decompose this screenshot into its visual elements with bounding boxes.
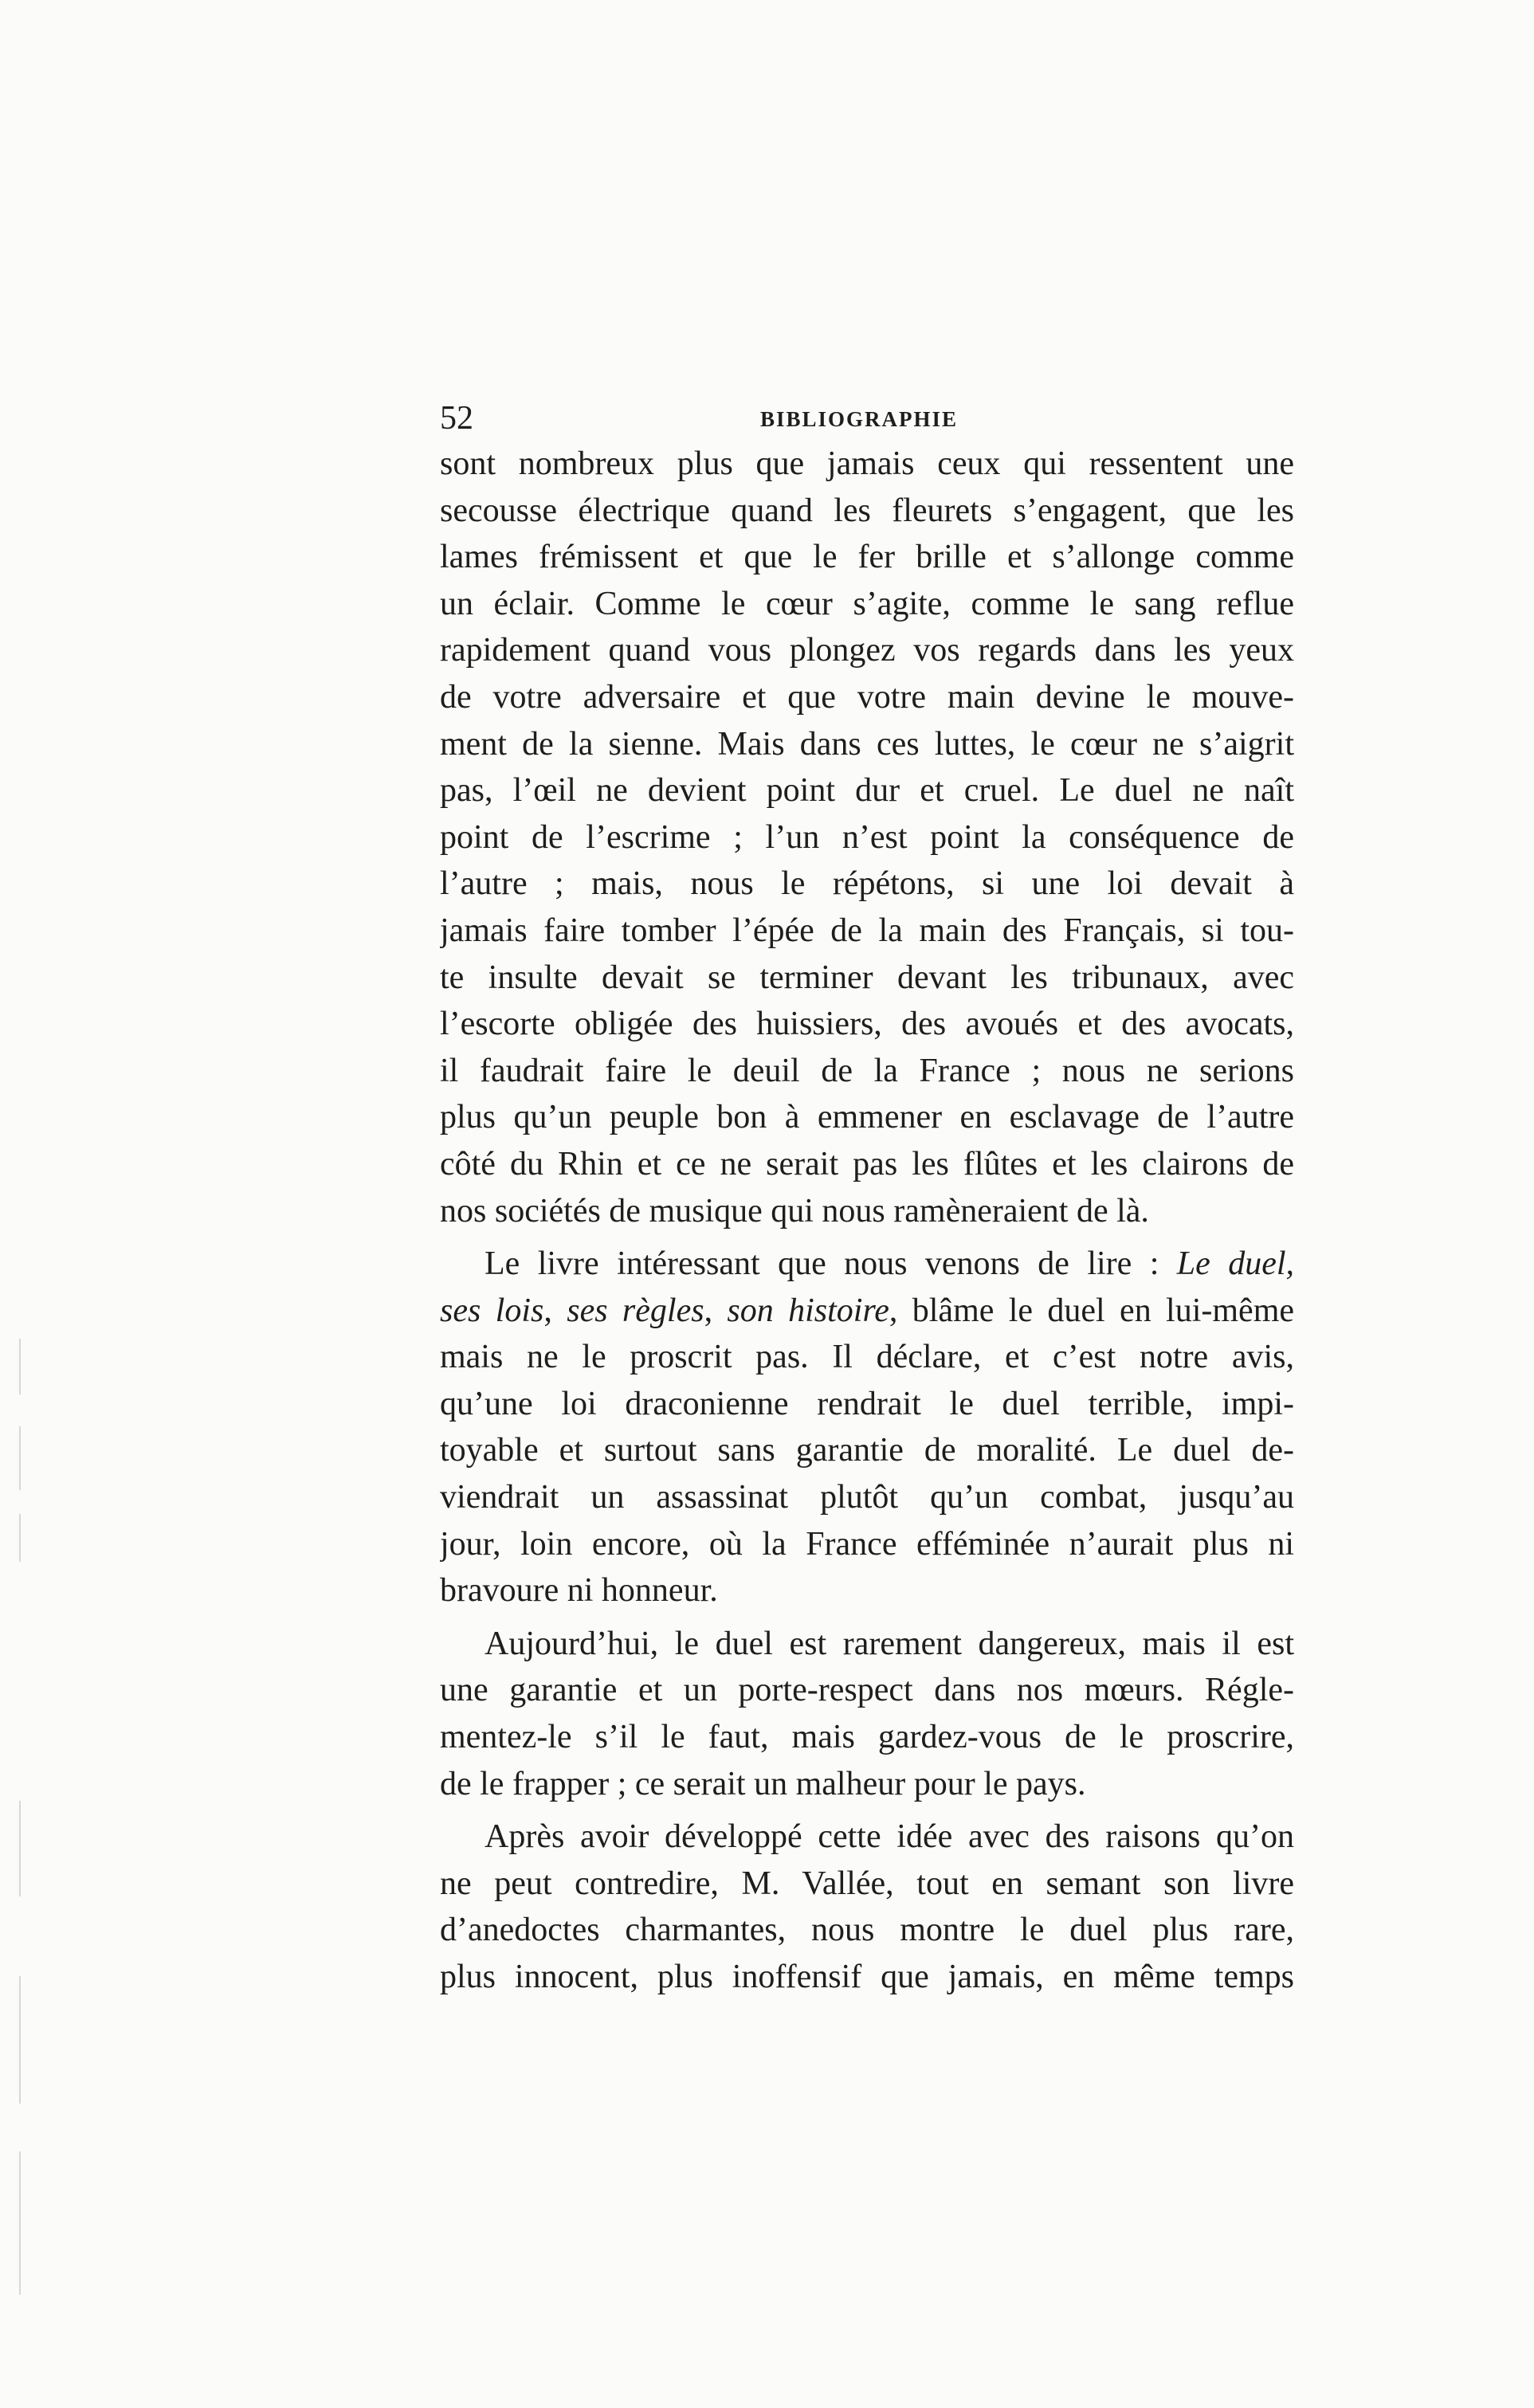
text-line: bravoure ni honneur. [440, 1572, 718, 1610]
text-line: pas, l’œil ne devient point dur et cruel. Le duel ne naît [440, 772, 1294, 810]
text-line: il faudrait faire le deuil de la France ; nous ne serions [440, 1052, 1294, 1089]
text-line: d’anedoctes charmantes, nous montre le duel plus rare, [440, 1912, 1294, 1949]
paragraph [440, 1621, 1294, 1807]
paragraph [440, 441, 1294, 1234]
scan-artifact [19, 2151, 21, 2295]
text-line: de votre adversaire et que votre main devine le mouve- [440, 678, 1294, 716]
text-line: mais ne le proscrit pas. Il déclare, et c’est notre avis, [440, 1339, 1294, 1376]
text-line: ses lois, ses règles, son histoire, blâme le duel en lui-même [440, 1292, 1294, 1329]
text-line: plus innocent, plus inoffensif que jamais, en même temps [440, 1959, 1294, 1995]
book-title: ses lois [440, 1292, 544, 1329]
text-line: point de l’escrime ; l’un n’est point la conséquence de [440, 818, 1294, 856]
text-line: Le livre intéressant que nous venons de lire : Le duel, [485, 1245, 1294, 1283]
text-line: qu’une loi draconienne rendrait le duel terrible, impi- [440, 1385, 1294, 1422]
text-line: Aujourd’hui, le duel est rarement dangereux, mais il est [485, 1625, 1294, 1662]
text-line: côté du Rhin et ce ne serait pas les flûtes et les clairons de [440, 1145, 1294, 1182]
book-title: son histoire [727, 1292, 889, 1329]
text-line: de le frapper ; ce serait un malheur pour le pays. [440, 1765, 1086, 1802]
paragraph [440, 1241, 1294, 1614]
book-title: Le duel, [1176, 1245, 1294, 1283]
text-line: sont nombreux plus que jamais ceux qui ressentent une [440, 445, 1294, 482]
text-line: ment de la sienne. Mais dans ces luttes, le cœur ne s’aigrit [440, 725, 1294, 763]
scan-artifact [19, 1976, 21, 2104]
text-line: viendrait un assassinat plutôt qu’un combat, jusqu’au [440, 1479, 1294, 1516]
text-line: te insulte devait se terminer devant les tribunaux, avec [440, 959, 1294, 996]
text-line: un éclair. Comme le cœur s’agite, comme le sang reflue [440, 585, 1294, 622]
text-line: une garantie et un porte-respect dans nos mœurs. Régle- [440, 1672, 1294, 1709]
text-line: l’escorte obligée des huissiers, des avoués et des avocats, [440, 1006, 1294, 1043]
text-line: toyable et surtout sans garantie de moralité. Le duel de- [440, 1432, 1294, 1469]
text-line: mentez-le s’il le faut, mais gardez-vous de le proscrire, [440, 1719, 1294, 1756]
page-number: 52 [440, 400, 473, 437]
text-line: nos sociétés de musique qui nous ramèneraient de là. [440, 1192, 1149, 1229]
running-title: BIBLIOGRAPHIE [760, 407, 959, 431]
paragraph [440, 1814, 1294, 2000]
scan-artifact [19, 1426, 21, 1490]
body-text [440, 441, 1294, 2001]
text-line: l’autre ; mais, nous le répétons, si une loi devait à [440, 865, 1294, 903]
text-line: jamais faire tomber l’épée de la main des Français, si tou- [440, 912, 1294, 949]
text-line: jour, loin encore, où la France efféminée n’aurait plus ni [440, 1525, 1294, 1563]
scan-artifact [19, 1514, 21, 1562]
page-header [440, 398, 1294, 438]
text-line: lames frémissent et que le fer brille et s’allonge comme [440, 539, 1294, 576]
scan-artifact [19, 1339, 21, 1394]
text-line: Après avoir développé cette idée avec des raisons qu’on [485, 1818, 1294, 1856]
scan-artifact [19, 1801, 21, 1896]
book-title: ses règles [567, 1292, 704, 1329]
text-line: rapidement quand vous plongez vos regards dans les yeux [440, 632, 1294, 669]
text-line: ne peut contredire, M. Vallée, tout en semant son livre [440, 1865, 1294, 1902]
text-line: plus qu’un peuple bon à emmener en esclavage de l’autre [440, 1099, 1294, 1136]
text-line: secousse électrique quand les fleurets s’engagent, que les [440, 492, 1294, 529]
